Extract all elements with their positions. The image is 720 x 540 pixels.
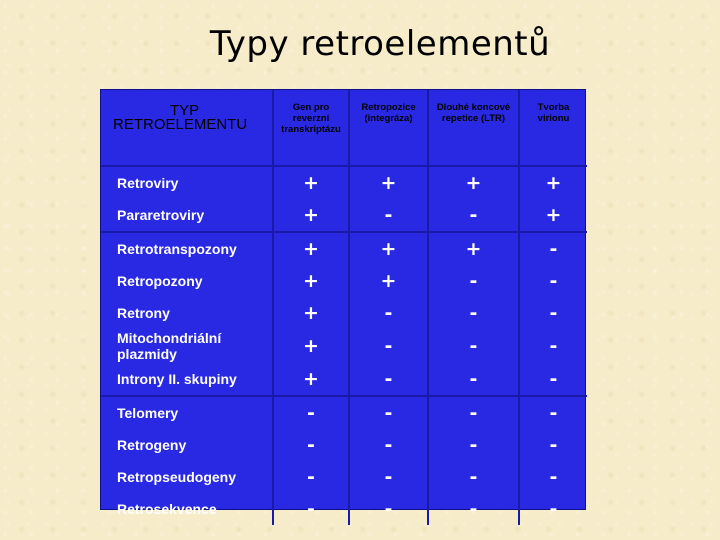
- row-name: Pararetroviry: [101, 199, 273, 232]
- cell-value: -: [428, 429, 519, 461]
- header-reverse-transcriptase: Gen pro reverzní transkriptázu: [273, 90, 349, 166]
- row-name: Introny II. skupiny: [101, 363, 273, 396]
- cell-value: -: [273, 396, 349, 429]
- table-row: [101, 493, 587, 525]
- cell-value: +: [273, 199, 349, 232]
- cell-value: -: [549, 498, 558, 520]
- cell-value: +: [273, 232, 349, 265]
- cell-value: -: [549, 302, 558, 324]
- header-retroposition: Retropozice (integráza): [349, 90, 428, 166]
- cell-value: +: [519, 199, 587, 232]
- table-row: [101, 265, 587, 297]
- cell-value: -: [428, 265, 519, 297]
- table-row: [101, 199, 587, 232]
- cell-value: -: [549, 466, 558, 488]
- cell-value: +: [545, 172, 562, 194]
- row-name: Mitochondriální plazmidy: [101, 329, 273, 363]
- cell-value: +: [349, 166, 428, 199]
- cell-value: -: [549, 402, 558, 424]
- table-row: [101, 329, 587, 363]
- row-name: Retrogeny: [101, 429, 273, 461]
- table-row: [101, 396, 587, 429]
- cell-value: +: [273, 363, 349, 396]
- cell-value: -: [428, 493, 519, 525]
- cell-value: -: [549, 335, 558, 357]
- row-name: Retrosekvence: [101, 493, 273, 525]
- table-row: [101, 297, 587, 329]
- cell-value: -: [349, 297, 428, 329]
- cell-value: -: [428, 329, 519, 363]
- row-name: Retrony: [101, 297, 273, 329]
- header-type-line1: TYP: [170, 102, 200, 119]
- cell-value: +: [349, 232, 428, 265]
- row-name: Telomery: [101, 396, 273, 429]
- table-row: [101, 363, 587, 396]
- table-row: [101, 232, 587, 265]
- row-name: Retropozony: [101, 265, 273, 297]
- cell-value: +: [273, 297, 349, 329]
- header-type: [101, 90, 273, 166]
- row-name: Retrotranspozony: [101, 232, 273, 265]
- cell-value: +: [273, 329, 349, 363]
- cell-value: +: [428, 232, 519, 265]
- table-row: [101, 166, 587, 199]
- cell-value: -: [349, 199, 428, 232]
- cell-value: -: [519, 363, 587, 396]
- cell-value: -: [273, 429, 349, 461]
- cell-value: -: [273, 493, 349, 525]
- table-row: [101, 429, 587, 461]
- cell-value: +: [428, 166, 519, 199]
- cell-value: -: [549, 270, 558, 292]
- cell-value: -: [428, 199, 519, 232]
- cell-value: -: [349, 329, 428, 363]
- cell-value: +: [273, 265, 349, 297]
- cell-value: -: [349, 396, 428, 429]
- cell-value: +: [349, 265, 428, 297]
- slide-title: Typy retroelementů: [209, 24, 551, 64]
- row-name: Retropseudogeny: [101, 461, 273, 493]
- table-header-row: [101, 90, 587, 166]
- cell-value: -: [349, 493, 428, 525]
- cell-value: -: [428, 461, 519, 493]
- cell-value: -: [428, 363, 519, 396]
- table-row: [101, 461, 587, 493]
- retroelement-table-panel: [100, 89, 586, 520]
- header-ltr: Dlouhé koncové repetice (LTR): [428, 90, 519, 166]
- cell-value: -: [549, 238, 558, 260]
- cell-value: -: [428, 396, 519, 429]
- cell-value: -: [428, 297, 519, 329]
- cell-value: +: [273, 166, 349, 199]
- header-type-line2: RETROELEMENTU: [113, 116, 248, 133]
- cell-value: -: [349, 429, 428, 461]
- retroelement-table: [101, 90, 587, 525]
- cell-value: -: [349, 363, 428, 396]
- header-virion: Tvorba virionu: [519, 90, 587, 166]
- cell-value: -: [549, 434, 558, 456]
- row-name: Retroviry: [101, 166, 273, 199]
- cell-value: -: [349, 461, 428, 493]
- cell-value: -: [273, 461, 349, 493]
